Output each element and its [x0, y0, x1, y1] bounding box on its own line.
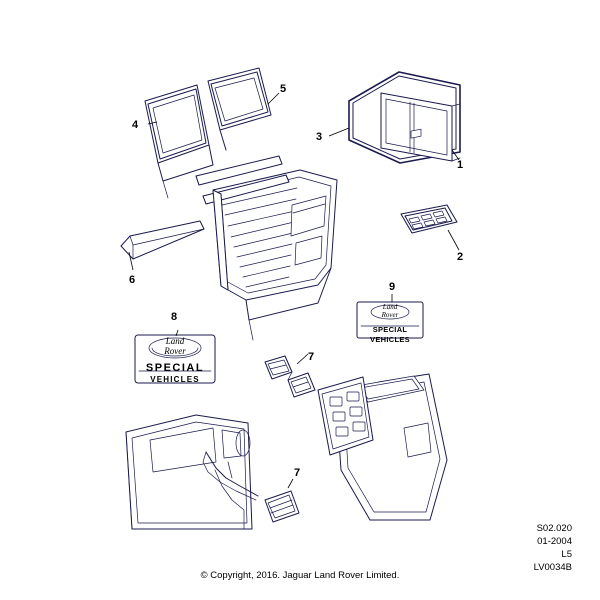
part-quarter-glass-4 [145, 85, 209, 163]
badge-large-line2: Rover [164, 346, 186, 356]
callout-9: 9 [389, 281, 396, 293]
copyright-notice: © Copyright, 2016. Jaguar Land Rover Limited. [200, 570, 400, 581]
footer-meta [422, 522, 572, 574]
callout-7-upper: 7 [308, 351, 315, 363]
part-trim-strip-6 [121, 221, 204, 270]
badge-large-line4: VEHICLES [150, 375, 200, 384]
callout-4: 4 [132, 119, 139, 131]
callout-6: 6 [129, 274, 136, 286]
callout-5: 5 [280, 83, 287, 95]
footer-line-2: 01-2004 [537, 536, 572, 547]
badge-small-line3: SPECIAL VEHICLES [370, 325, 410, 344]
part-front-door-inner [126, 415, 258, 529]
badge-small-line1: Land [382, 303, 398, 311]
callout-8: 8 [171, 311, 178, 323]
callout-1: 1 [457, 159, 464, 171]
badge-small-line2: Rover [381, 311, 399, 319]
part-glass-seal-3 [329, 128, 349, 136]
footer-line-3: L5 [561, 549, 572, 560]
badge-large-line3: SPECIAL [145, 362, 205, 374]
footer-line-4: LV0034B [533, 562, 572, 573]
callout-3: 3 [316, 131, 323, 143]
part-center-console [318, 374, 447, 520]
callout-7-lower: 7 [294, 467, 301, 479]
part-door-glass-1 [349, 72, 460, 163]
badge-large-line1: Land [165, 336, 185, 346]
badge-large [135, 337, 215, 385]
badge-small [357, 304, 423, 345]
part-switch-7b [265, 479, 299, 522]
part-door-trim-panel [196, 156, 337, 340]
callout-2: 2 [457, 251, 464, 263]
footer-line-1: S02.020 [536, 523, 572, 534]
